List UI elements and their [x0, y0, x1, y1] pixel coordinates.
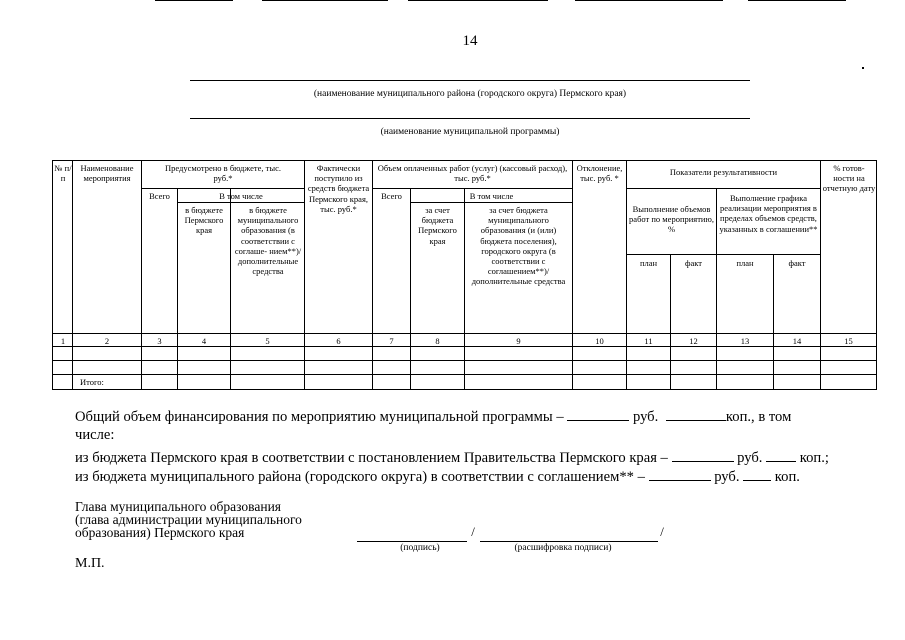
financing-cont-line: числе: [75, 427, 115, 443]
header-actual: Фактически поступило из средств бюджета Пермского края, тыс. руб.* [307, 163, 370, 214]
muni-budget-text: из бюджета муниципального района (городского округа) в соответствии с соглашением** – [75, 469, 645, 485]
district-caption: (наименование муниципального района (городского округа) Пермского края) [313, 89, 627, 99]
slash-left: / [471, 524, 475, 539]
header-paid-total: Всего [381, 191, 402, 201]
header-including: В том числе [219, 191, 263, 201]
header-planned-perm: в бюджете Пермского края [184, 205, 224, 236]
rub-label: руб. [737, 450, 763, 466]
header-planned-total: Всего [149, 191, 170, 201]
header-name: Наименование мероприятия [80, 163, 134, 184]
header-paid-muni: за счет бюджета муниципального образования (и (или) бюджета поселения), городского округа (в соответствии с соглашением**)/ дополнительные средства [471, 205, 566, 287]
column-number: 3 [157, 336, 162, 346]
rub-blank[interactable] [672, 447, 734, 462]
header-readiness: % готов- ности на отчетную дату [822, 163, 876, 194]
header-paid-perm: за счет бюджета Пермского края [418, 205, 457, 246]
seal-label: М.П. [75, 556, 105, 571]
kop-label: коп.; [799, 450, 829, 466]
kop-label: коп. [774, 469, 800, 485]
signatory-line-2: (глава администрации муниципального [75, 512, 302, 527]
column-number: 15 [844, 336, 853, 346]
kop-blank[interactable] [666, 406, 726, 421]
column-number: 9 [516, 336, 521, 346]
column-number: 10 [595, 336, 604, 346]
kop-label: коп., в том [725, 409, 792, 425]
rub-label: руб. [714, 469, 740, 485]
signature-line[interactable] [357, 541, 467, 542]
header-planned-muni: в бюджете муниципального образования (в соответствии с соглаше- нием**)/ дополнительные средства [234, 205, 302, 277]
header-volume: Выполнение объемов работ по мероприятию, % [629, 204, 714, 235]
column-number: 6 [336, 336, 341, 346]
rub-blank[interactable] [649, 466, 711, 481]
financing-total-text: Общий объем финансирования по мероприятию муниципальной программы – [75, 409, 564, 425]
total-row-label: Итого: [80, 377, 104, 387]
header-fact-a: факт [684, 258, 702, 268]
column-number: 11 [644, 336, 653, 346]
signature-decode-caption: (расшифровка подписи) [514, 543, 612, 553]
header-plan-a: план [639, 258, 658, 268]
perm-budget-text: из бюджета Пермского края в соответствии с постановлением Правительства Пермского края – [75, 450, 668, 466]
column-number: 4 [201, 336, 207, 346]
financing-total-line [75, 406, 791, 426]
kop-blank[interactable] [766, 447, 796, 462]
header-deviation: Отклонение, тыс. руб. * [576, 163, 623, 184]
column-number: 7 [389, 336, 394, 346]
header-paid: Объем оплаченных работ (услуг) (кассовый расход), тыс. руб.* [377, 163, 568, 184]
program-caption: (наименование муниципальной программы) [380, 127, 560, 137]
column-number: 14 [792, 336, 802, 346]
column-number: 12 [689, 336, 698, 346]
column-number: 8 [435, 336, 440, 346]
header-indicators: Показатели результативности [669, 167, 778, 177]
muni-budget-line [75, 466, 800, 486]
page-number: 14 [462, 33, 478, 49]
header-planned: Предусмотрено в бюджете, тыс. руб.* [165, 163, 281, 184]
kop-blank[interactable] [743, 466, 771, 481]
column-number: 5 [265, 336, 270, 346]
header-fact-b: факт [788, 258, 806, 268]
signature-caption: (подпись) [400, 543, 440, 553]
perm-budget-line [75, 447, 829, 467]
column-number: 1 [60, 336, 66, 346]
signatory-line-1: Глава муниципального образования [75, 499, 282, 514]
signatory-line-3: образования) Пермского края [75, 525, 245, 540]
header-schedule: Выполнение графика реализации мероприятия в пределах объемов средств, указанных в соглашении** [719, 193, 818, 234]
slash-right: / [660, 524, 664, 539]
header-plan-b: план [736, 258, 754, 268]
column-number: 2 [104, 336, 110, 346]
signature-decode-line[interactable] [480, 541, 658, 542]
rub-blank[interactable] [567, 406, 629, 421]
header-no: № п/п [54, 163, 72, 184]
stray-dot [862, 67, 864, 69]
column-number: 13 [740, 336, 750, 346]
header-paid-including: В том числе [469, 191, 514, 201]
rub-label: руб. [632, 409, 659, 425]
